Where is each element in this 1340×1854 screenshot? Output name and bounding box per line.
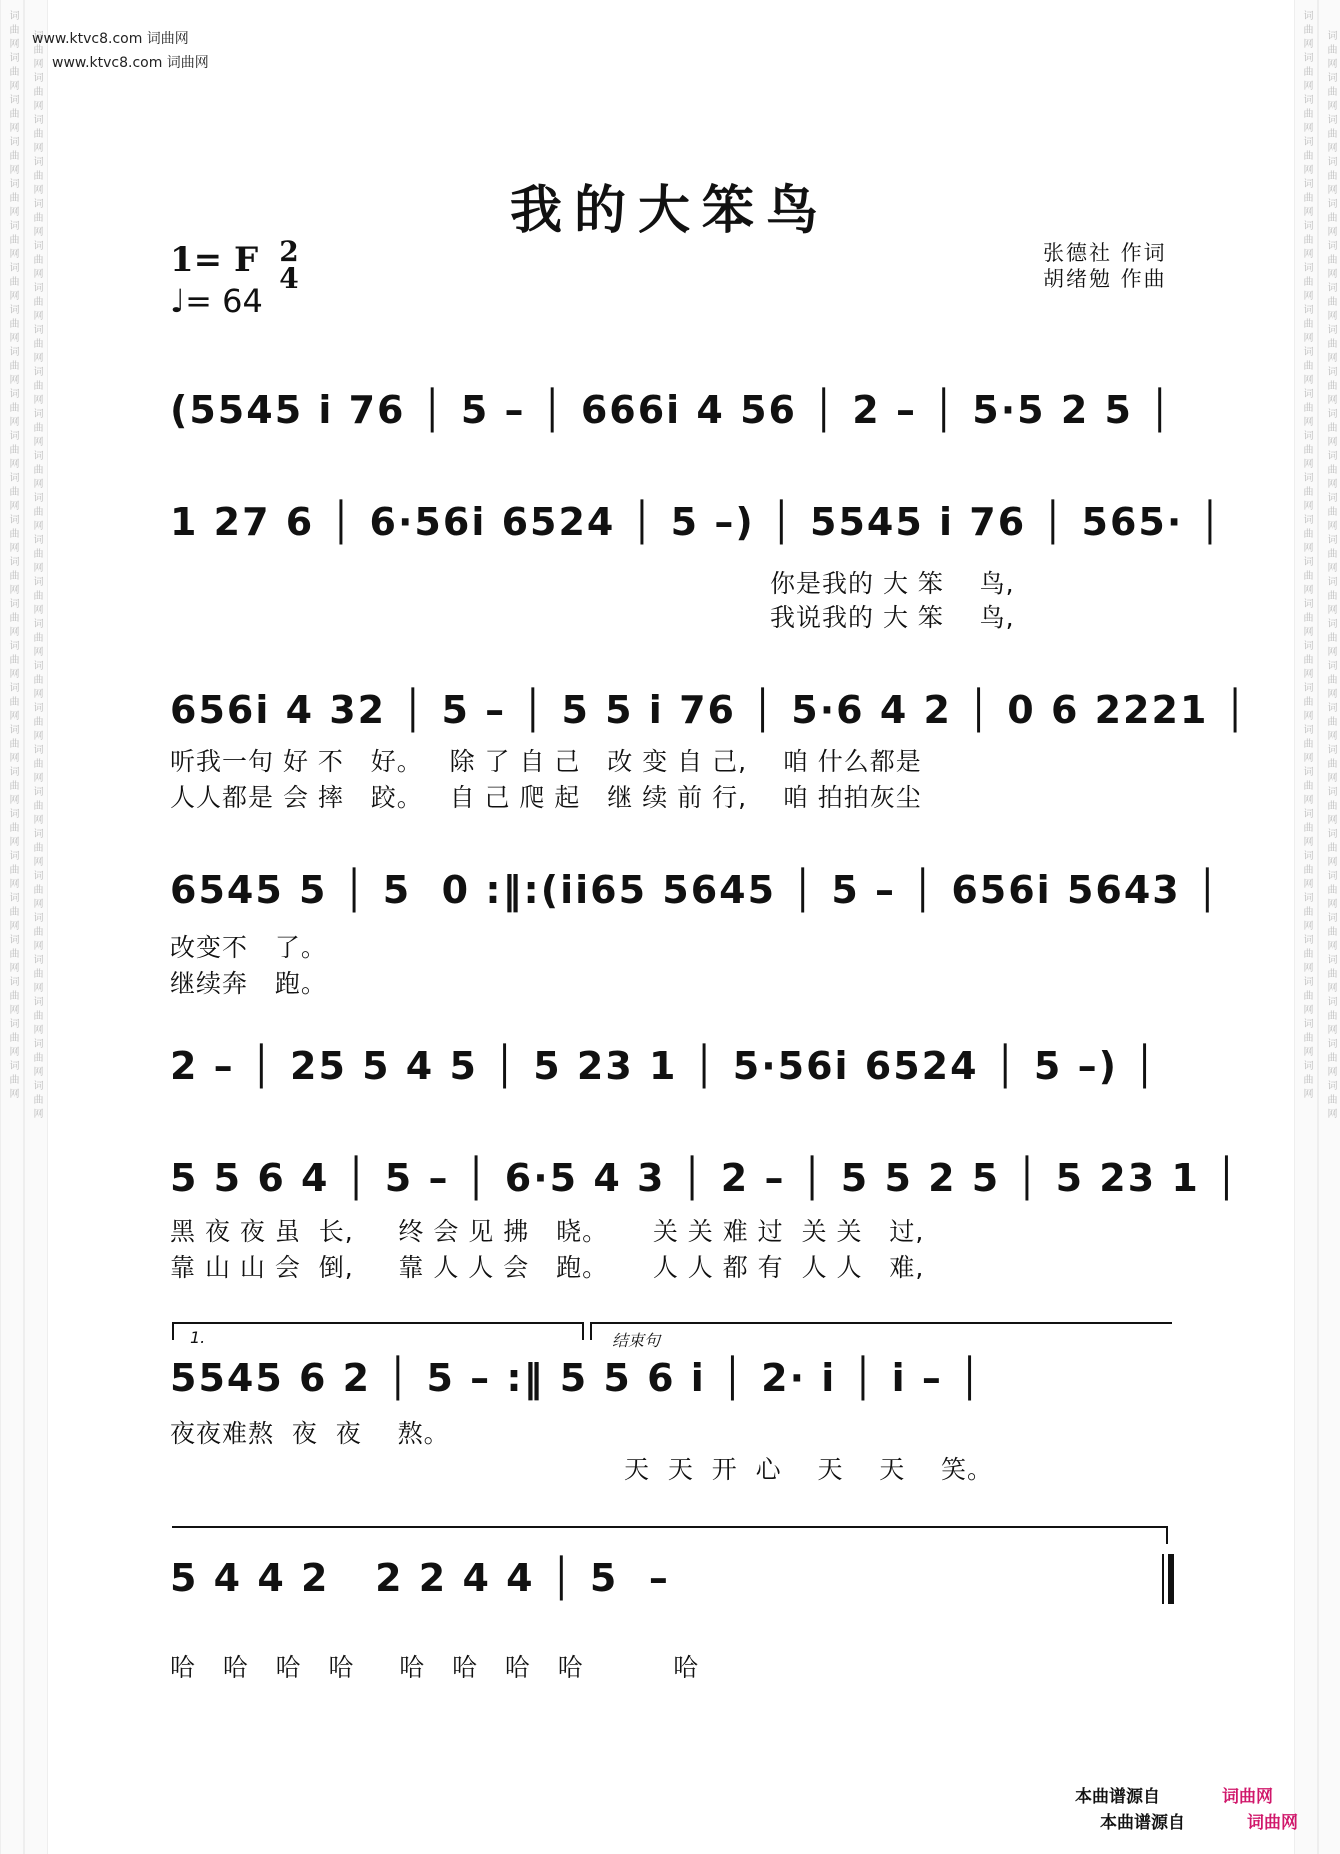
song-title: 我的大笨鸟 (509, 180, 830, 241)
composer-credit: 胡绪勉 作曲 (1043, 267, 1167, 291)
volta-bracket-1-left (172, 1322, 174, 1340)
score-row-2: 1 27 6 │ 6·56i 6524 │ 5 –) │ 5545 i 76 │ 565· │ (170, 500, 1224, 544)
score-row-4: 6545 5 │ 5 0 :‖:(ii65 5645 │ 5 – │ 656i 5643 │ (170, 868, 1221, 912)
lyric-row-4-verse-2: 继续奔 跑。 (170, 969, 327, 998)
url-watermark: www.ktvc8.com 词曲网 (32, 31, 189, 47)
left-watermark-strip-2 (24, 0, 48, 1854)
key-signature: 1= F (170, 240, 259, 280)
score-row-5: 2 – │ 25 5 4 5 │ 5 23 1 │ 5·56i 6524 │ 5 –) │ (170, 1044, 1159, 1088)
final-barline-thin (1162, 1554, 1164, 1604)
source-site-link-2[interactable]: 词曲网 (1247, 1813, 1298, 1833)
final-barline-thick (1168, 1554, 1174, 1604)
tempo-marking: ♩= 64 (170, 282, 263, 320)
ending-label: 结束句 (612, 1331, 661, 1350)
score-row-8: 5 4 4 2 2 2 4 4 │ 5 – (170, 1556, 670, 1600)
url-watermark: www.ktvc8.com 词曲网 (52, 55, 209, 71)
lyric-row-7-verse-1: 夜夜难熬 夜 夜 熬。 (170, 1419, 450, 1448)
time-signature-top: 2 (279, 235, 299, 268)
score-row-1: (5545 i 76 │ 5 – │ 666i 4 56 │ 2 – │ 5·5 2 5 │ (170, 388, 1174, 432)
side-watermark-text: 词曲网词曲网词曲网词曲网词曲网词曲网词曲网词曲网词曲网词曲网词曲网词曲网词曲网词曲网词曲网词曲网词曲网词曲网词曲网词曲网词曲网词曲网词曲网词曲网词曲网词曲网 (1301, 10, 1312, 1102)
lyric-row-2-verse-2: 我说我的 大 笨 鸟, (770, 603, 1015, 632)
side-watermark-text: 词曲网词曲网词曲网词曲网词曲网词曲网词曲网词曲网词曲网词曲网词曲网词曲网词曲网词曲网词曲网词曲网词曲网词曲网词曲网词曲网词曲网词曲网词曲网词曲网词曲网词曲网 (7, 10, 18, 1102)
left-watermark-strip (0, 0, 24, 1854)
lyric-row-6-verse-1: 黑 夜 夜 虽 长, 终 会 见 拂 晓。 关 关 难 过 关 关 过, (170, 1217, 925, 1246)
source-label-2: 本曲谱源自 (1100, 1813, 1185, 1833)
lyric-row-6-verse-2: 靠 山 山 会 倒, 靠 人 人 会 跑。 人 人 都 有 人 人 难, (170, 1253, 925, 1282)
lyric-row-3-verse-1: 听我一句 好 不 好。 除 了 自 己 改 变 自 己, 咱 什么都是 (170, 747, 922, 776)
lyric-row-8: 哈 哈 哈 哈 哈 哈 哈 哈 哈 (170, 1653, 700, 1682)
volta-bracket-2 (590, 1322, 1172, 1324)
time-signature (274, 235, 304, 295)
score-row-6: 5 5 6 4 │ 5 – │ 6·5 4 3 │ 2 – │ 5 5 2 5 │ 5 23 1 │ (170, 1156, 1240, 1200)
lyricist-credit: 张德社 作词 (1043, 241, 1167, 265)
volta-bracket-1 (172, 1322, 584, 1324)
lyric-row-2-verse-1: 你是我的 大 笨 鸟, (770, 569, 1015, 598)
side-watermark-text: 词曲网词曲网词曲网词曲网词曲网词曲网词曲网词曲网词曲网词曲网词曲网词曲网词曲网词曲网词曲网词曲网词曲网词曲网词曲网词曲网词曲网词曲网词曲网词曲网词曲网词曲网 (31, 30, 42, 1122)
score-row-3: 656i 4 32 │ 5 – │ 5 5 i 76 │ 5·6 4 2 │ 0 6 2221 │ (170, 688, 1249, 732)
time-signature-bottom: 4 (279, 262, 299, 295)
side-watermark-text: 词曲网词曲网词曲网词曲网词曲网词曲网词曲网词曲网词曲网词曲网词曲网词曲网词曲网词曲网词曲网词曲网词曲网词曲网词曲网词曲网词曲网词曲网词曲网词曲网词曲网词曲网 (1325, 30, 1336, 1122)
right-watermark-strip-2 (1318, 0, 1340, 1854)
volta-bracket-2-left (590, 1322, 592, 1340)
score-row-7: 5545 6 2 │ 5 – :‖ 5 5 6 i │ 2· i │ i – │ (170, 1356, 983, 1400)
source-site-link[interactable]: 词曲网 (1222, 1787, 1273, 1807)
lyric-row-7-ending: 天 天 开 心 天 天 笑。 (624, 1455, 994, 1484)
final-row-bracket-right (1166, 1526, 1168, 1544)
volta-bracket-1-right (582, 1322, 584, 1340)
final-row-bracket (172, 1526, 1167, 1528)
lyric-row-4-verse-1: 改变不 了。 (170, 933, 327, 962)
lyric-row-3-verse-2: 人人都是 会 摔 跤。 自 己 爬 起 继 续 前 行, 咱 拍拍灰尘 (170, 783, 922, 812)
source-label: 本曲谱源自 (1075, 1787, 1160, 1807)
volta-1-label: 1. (190, 1328, 206, 1347)
right-watermark-strip (1294, 0, 1318, 1854)
